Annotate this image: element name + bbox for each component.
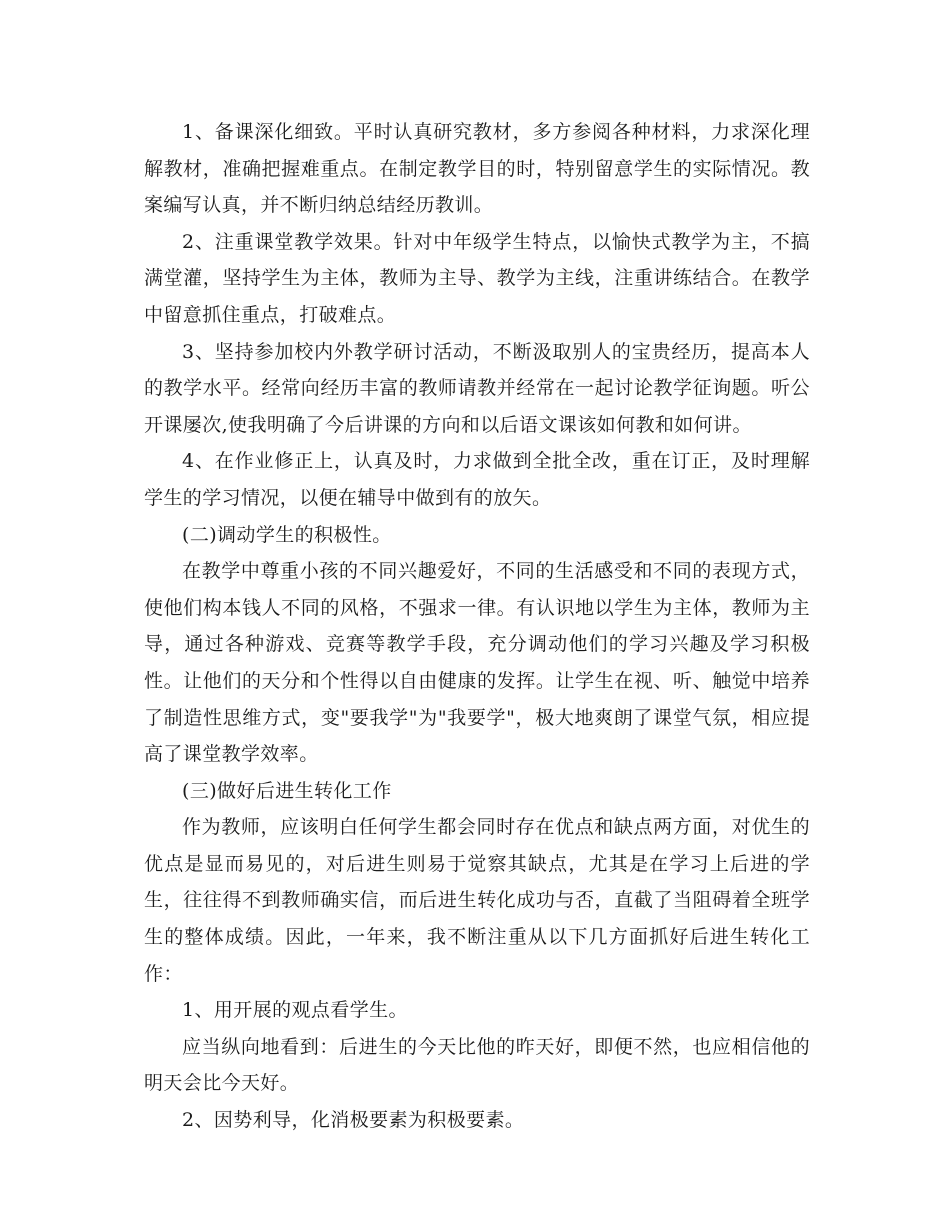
paragraph-teaching-research: 3、坚持参加校内外教学研讨活动，不断汲取别人的宝贵经历，提高本人的教学水平。经常向经历丰富的教师请教并经常在一起讨论教学征询题。听公开课屡次,使我明确了今后讲课的方向和以后语文课该如何教和如何讲。 (144, 340, 810, 436)
paragraph-struggling-students: 作为教师，应该明白任何学生都会同时存在优点和缺点两方面，对优生的优点是显而易见的，对后进生则易于觉察其缺点，尤其是在学习上后进的学生，往往得不到教师确实信，而后进生转化成功与否，直截了当阻碍着全班学生的整体成绩。因此，一年来，我不断注重从以下几方面抓好后进生转化工作： (144, 816, 810, 985)
paragraph-homework-correction: 4、在作业修正上，认真及时，力求做到全批全改，重在订正，及时理解学生的学习情况，以便在辅导中做到有的放矢。 (144, 450, 810, 509)
section-heading-struggling-students: (三)做好后进生转化工作 (182, 779, 392, 802)
document-body (144, 114, 810, 1139)
list-item-developmental-view: 1、用开展的观点看学生。 (182, 999, 408, 1022)
paragraph-motivation: 在教学中尊重小孩的不同兴趣爱好，不同的生活感受和不同的表现方式，使他们构本钱人不同的风格，不强求一律。有认识地以学生为主体，教师为主导，通过各种游戏、竞赛等教学手段，充分调动他们的学习兴趣及学习积极性。让他们的天分和个性得以自由健康的发挥。让学生在视、听、触觉中培养了制造性思维方式，变"要我学"为"我要学"，极大地爽朗了课堂气氛，相应提高了课堂教学效率。 (144, 560, 810, 766)
paragraph-developmental-view: 应当纵向地看到：后进生的今天比他的昨天好，即便不然，也应相信他的明天会比今天好。 (144, 1035, 810, 1095)
list-item-guidance: 2、因势利导，化消极要素为积极要素。 (182, 1109, 525, 1132)
paragraph-prep-lessons: 1、备课深化细致。平时认真研究教材，多方参阅各种材料，力求深化理解教材，准确把握难重点。在制定教学目的时，特别留意学生的实际情况。教案编写认真，并不断归纳总结经历教训。 (144, 121, 810, 217)
paragraph-classroom-effect: 2、注重课堂教学效果。针对中年级学生特点，以愉快式教学为主，不搞满堂灌，坚持学生为主体，教师为主导、教学为主线，注重讲练结合。在教学中留意抓住重点，打破难点。 (144, 230, 810, 326)
section-heading-motivation: (二)调动学生的积极性。 (182, 523, 392, 546)
